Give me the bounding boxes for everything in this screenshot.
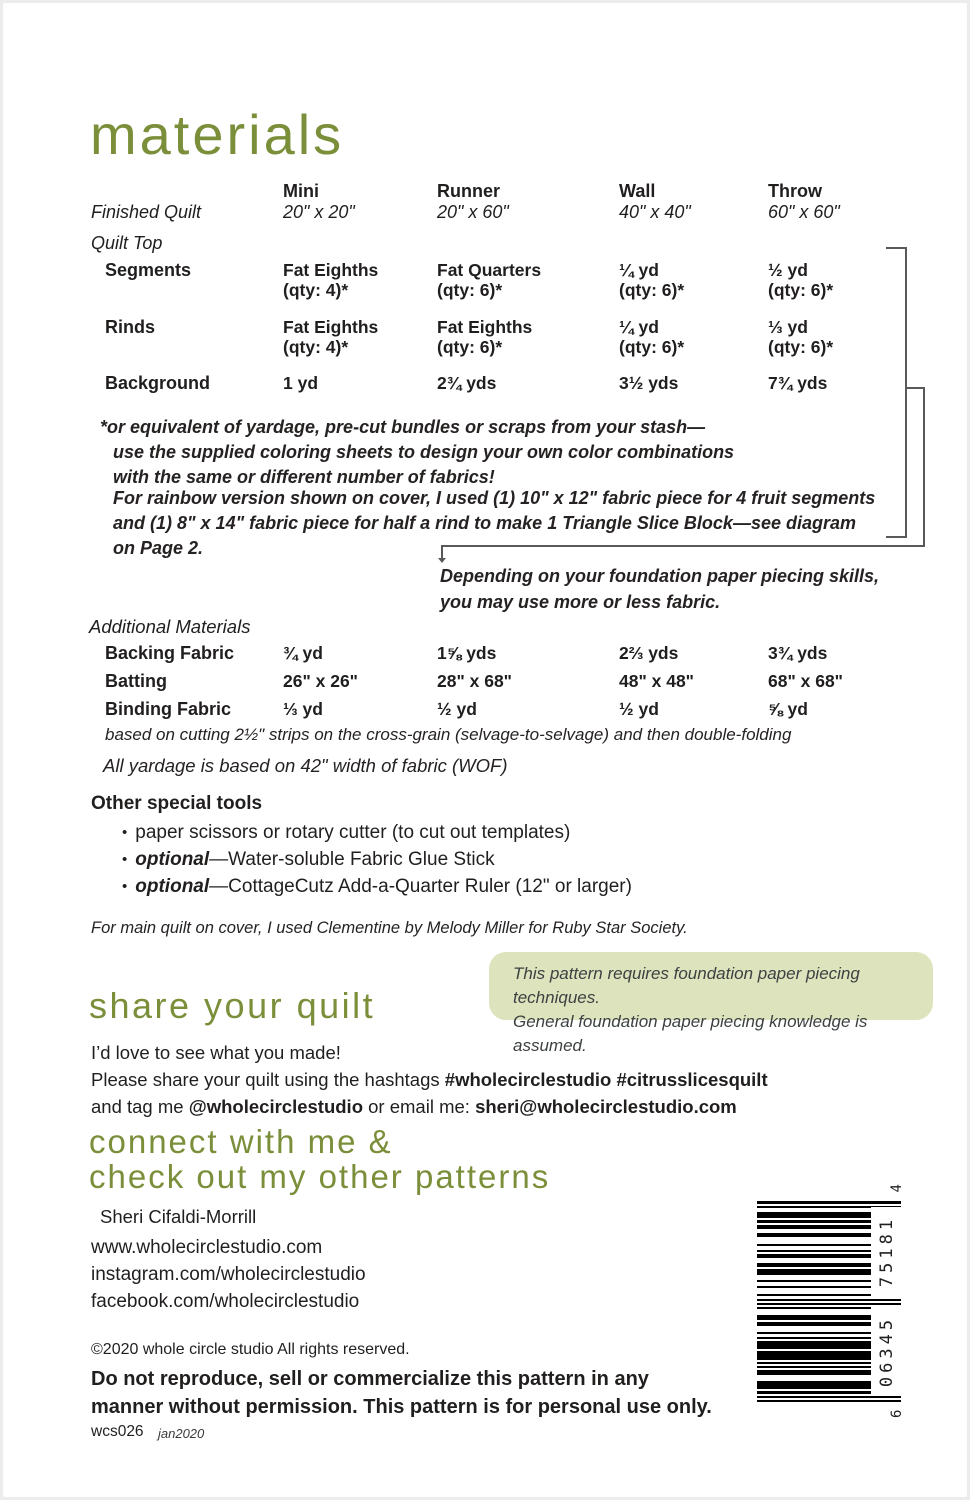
note-line: use the supplied coloring sheets to design your own color combinations (113, 442, 735, 462)
cell-line: (qty: 4)* (283, 337, 349, 357)
note-line: with the same or different number of fabrics! (113, 467, 495, 487)
size-runner: 20" x 60" (437, 202, 509, 222)
table-cell: 26" x 26" (283, 671, 358, 691)
cell-line: (qty: 4)* (283, 280, 349, 300)
table-cell: 68" x 68" (768, 671, 843, 691)
leader-line-vertical (905, 387, 925, 547)
barcode-bar (757, 1400, 901, 1402)
fpp-box-line: This pattern requires foundation paper piecing techniques. (513, 964, 860, 1007)
wof-note: All yardage is based on 42" width of fabric (WOF) (103, 755, 508, 776)
bullet-icon: • (122, 824, 128, 841)
note-line: Depending on your foundation paper piecing skills, (440, 566, 880, 586)
tool-text: —CottageCutz Add-a-Quarter Ruler (12" or larger) (209, 876, 632, 897)
share-text: and tag me (91, 1096, 189, 1117)
additional-materials-label: Additional Materials (89, 616, 251, 637)
leader-line-horizontal (441, 545, 925, 560)
barcode-first-digit: 6 (889, 1409, 905, 1418)
barcode-gap (757, 1301, 901, 1303)
table-bracket (886, 247, 907, 538)
pattern-sku: wcs026 (91, 1423, 144, 1440)
table-cell: 3¾ yds (768, 643, 828, 663)
share-line-1: I’d love to see what you made! (91, 1042, 341, 1063)
cell-line: (qty: 6)* (619, 280, 685, 300)
binding-note: based on cutting 2½" strips on the cross-grain (selvage-to-selvage) and then double-folding (105, 725, 792, 744)
table-cell: 2⅔ yds (619, 643, 679, 663)
cell-line: ¼ yd (619, 260, 659, 280)
cell-line: ⅓ yd (768, 317, 808, 337)
cover-fabric-note: For main quilt on cover, I used Clementine by Melody Miller for Ruby Star Society. (91, 919, 688, 937)
table-cell: ½ yd (619, 699, 659, 719)
cell-line: ½ yd (768, 260, 808, 280)
table-cell (619, 317, 684, 357)
tool-item (122, 873, 632, 900)
cell-line: ¼ yd (619, 317, 659, 337)
legal-line: manner without permission. This pattern is for personal use only. (91, 1396, 712, 1418)
connect-heading-line: check out my other patterns (89, 1158, 551, 1195)
materials-heading: materials (90, 103, 345, 166)
barcode-bar (757, 1303, 901, 1305)
website-link: www.wholecirclestudio.com (91, 1237, 323, 1258)
table-cell: 1⅝ yds (437, 643, 497, 663)
table-cell (437, 260, 541, 300)
size-throw: 60" x 60" (768, 202, 840, 222)
tools-heading: Other special tools (91, 793, 263, 814)
barcode-bar (757, 1299, 901, 1301)
size-wall: 40" x 40" (619, 202, 691, 222)
column-header-wall: Wall (619, 181, 656, 201)
table-cell (768, 260, 833, 300)
column-header-throw: Throw (768, 181, 822, 201)
barcode-digits-right: 75181 (871, 1207, 903, 1296)
note-line: you may use more or less fabric. (440, 592, 721, 612)
table-cell: ¾ yd (283, 643, 323, 663)
table-cell (619, 260, 684, 300)
cell-line: Fat Eighths (283, 317, 379, 337)
cell-line: (qty: 6)* (437, 280, 503, 300)
share-email: sheri@wholecirclestudio.com (475, 1096, 737, 1117)
note-line: For rainbow version shown on cover, I used (1) 10" x 12" fabric piece for 4 fruit segments (113, 488, 876, 508)
table-cell: 1 yd (283, 373, 319, 393)
share-text: or email me: (363, 1096, 476, 1117)
tool-text: paper scissors or rotary cutter (to cut out templates) (135, 822, 571, 843)
table-cell: 28" x 68" (437, 671, 512, 691)
tool-item (122, 819, 570, 846)
row-label-segments: Segments (105, 260, 192, 280)
cell-line: Fat Eighths (283, 260, 379, 280)
note-line: *or equivalent of yardage, pre-cut bundles or scraps from your stash— (100, 417, 706, 437)
cell-line: Fat Eighths (437, 317, 533, 337)
share-hashtags: #wholecirclestudio #citrusslicesquilt (444, 1069, 768, 1090)
share-line-2 (91, 1069, 768, 1091)
row-label-binding: Binding Fabric (105, 699, 231, 719)
barcode-gap (757, 1296, 901, 1298)
copyright-line: ©2020 whole circle studio All rights reserved. (91, 1341, 410, 1358)
share-handle: @wholecirclestudio (188, 1096, 363, 1117)
cell-line: (qty: 6)* (619, 337, 685, 357)
barcode-gap (757, 1398, 901, 1400)
barcode-last-digit: 4 (889, 1184, 905, 1193)
fpp-requirement-box (489, 952, 933, 1055)
tool-item (122, 846, 495, 873)
tool-text: —Water-soluble Fabric Glue Stick (209, 849, 495, 870)
cell-line: (qty: 6)* (768, 337, 834, 357)
connect-heading-line: connect with me & (89, 1123, 393, 1160)
table-cell (768, 317, 833, 357)
tool-optional: optional (135, 876, 210, 897)
note-line: and (1) 8" x 14" fabric piece for half a rind to make 1 Triangle Slice Block—see diagram (113, 513, 857, 533)
cell-line: Fat Quarters (437, 260, 542, 280)
cell-line: (qty: 6)* (768, 280, 834, 300)
instagram-link: instagram.com/wholecirclestudio (91, 1264, 366, 1285)
barcode-bar (757, 1201, 901, 1203)
table-cell (283, 317, 378, 357)
table-cell: 2¾ yds (437, 373, 497, 393)
fpp-skills-callout (440, 563, 879, 615)
row-label-background: Background (105, 373, 211, 393)
pattern-date: jan2020 (158, 1426, 205, 1441)
bullet-icon: • (122, 851, 128, 868)
legal-line: Do not reproduce, sell or commercialize this pattern in any (91, 1368, 649, 1390)
share-heading: share your quilt (89, 985, 376, 1026)
upc-barcode-inner (757, 1183, 907, 1420)
designer-name: Sheri Cifaldi-Morrill (100, 1206, 257, 1227)
size-mini: 20" x 20" (283, 202, 355, 222)
column-header-runner: Runner (437, 181, 500, 201)
connect-heading (89, 1124, 550, 1194)
tool-optional: optional (135, 849, 210, 870)
table-cell: ⅝ yd (768, 699, 808, 719)
table-cell: 48" x 48" (619, 671, 694, 691)
table-cell: 3½ yds (619, 373, 679, 393)
column-header-mini: Mini (283, 181, 319, 201)
row-label-batting: Batting (105, 671, 167, 691)
share-line-3 (91, 1096, 737, 1118)
table-cell (437, 317, 532, 357)
legal-text (91, 1365, 712, 1421)
asterisk-note (100, 415, 734, 490)
quilt-top-label: Quilt Top (91, 233, 163, 253)
table-cell: ½ yd (437, 699, 477, 719)
table-cell: ⅓ yd (283, 699, 323, 719)
finished-quilt-label: Finished Quilt (91, 202, 202, 222)
barcode-gap (757, 1204, 901, 1206)
upc-barcode (757, 1183, 907, 1420)
bullet-icon: • (122, 878, 128, 895)
cell-line: (qty: 6)* (437, 337, 503, 357)
table-cell: 7¾ yds (768, 373, 828, 393)
row-label-rinds: Rinds (105, 317, 156, 337)
note-line: on Page 2. (113, 538, 204, 558)
facebook-link: facebook.com/wholecirclestudio (91, 1291, 360, 1312)
table-cell (283, 260, 378, 300)
row-label-backing: Backing Fabric (105, 643, 235, 663)
share-text: Please share your quilt using the hashtags (91, 1069, 445, 1090)
fpp-box-line: General foundation paper piecing knowledge is assumed. (513, 1012, 868, 1055)
leader-arrow (438, 558, 446, 563)
barcode-digits-left: 06345 (871, 1307, 903, 1396)
